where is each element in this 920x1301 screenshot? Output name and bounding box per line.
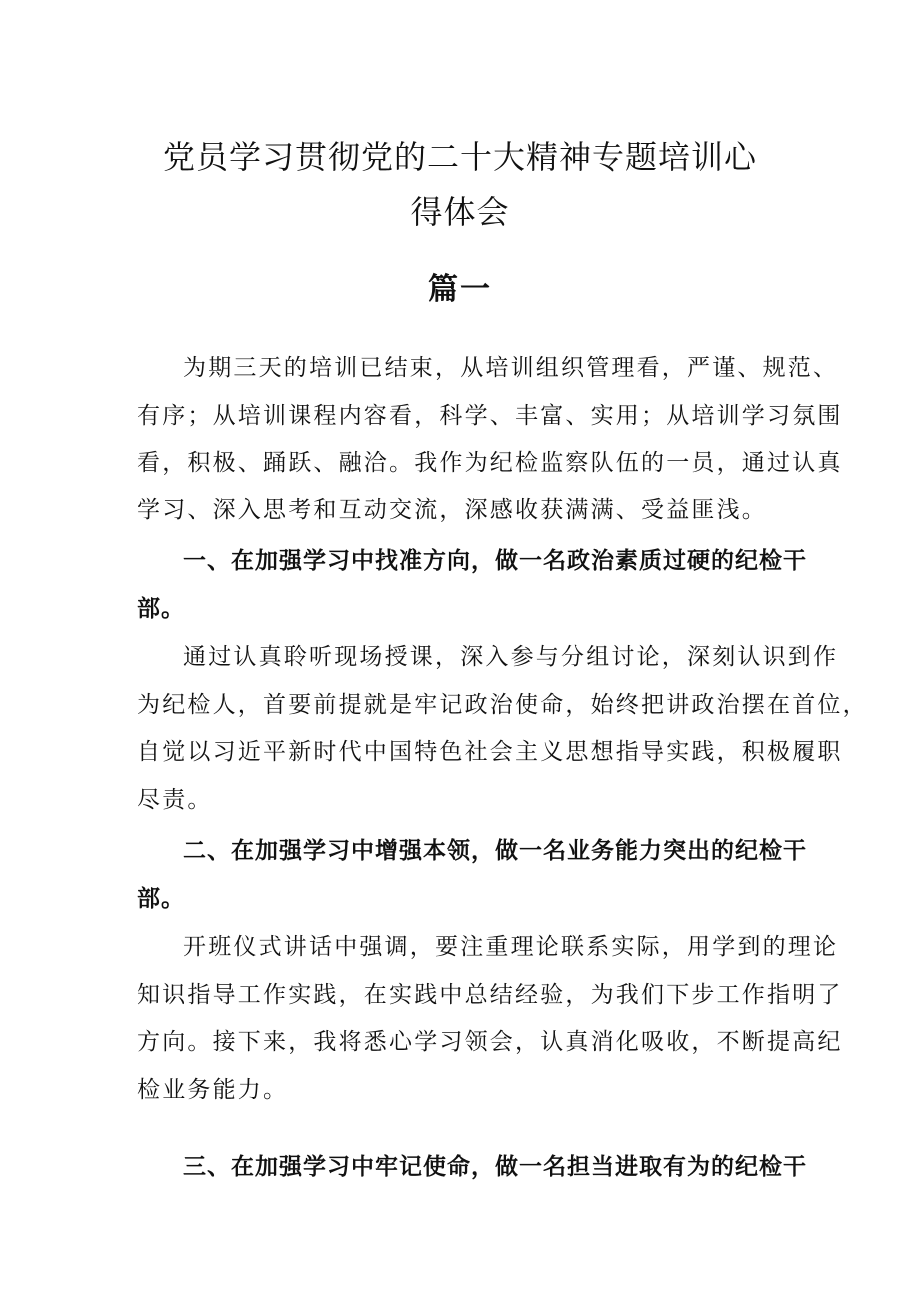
point-1-line: 通过认真聆听现场授课，深入参与分组讨论，深刻认识到作 xyxy=(183,644,839,670)
point-2-heading: 二、在加强学习中增强本领，做一名业务能力突出的纪检干 xyxy=(183,838,807,864)
point-2-heading-cont: 部。 xyxy=(137,886,185,912)
intro-line: 学习、深入思考和互动交流，深感收获满满、受益匪浅。 xyxy=(137,497,767,523)
intro-line: 有序；从培训课程内容看，科学、丰富、实用；从培训学习氛围 xyxy=(137,403,843,429)
point-1-heading: 一、在加强学习中找准方向，做一名政治素质过硬的纪检干 xyxy=(183,548,807,574)
point-2-line: 方向。接下来，我将悉心学习领会，认真消化吸收，不断提高纪 xyxy=(137,1029,843,1055)
point-1-line: 为纪检人，首要前提就是牢记政治使命，始终把讲政治摆在首位， xyxy=(137,692,868,718)
point-1-line: 尽责。 xyxy=(137,787,213,813)
point-2-line: 知识指导工作实践，在实践中总结经验，为我们下步工作指明了 xyxy=(137,982,843,1008)
document-title-line-1: 党员学习贯彻党的二十大精神专题培训心 xyxy=(162,138,757,176)
point-1-line: 自觉以习近平新时代中国特色社会主义思想指导实践，积极履职 xyxy=(137,739,843,765)
intro-line: 为期三天的培训已结束，从培训组织管理看，严谨、规范、 xyxy=(183,355,839,381)
point-2-line: 开班仪式讲话中强调，要注重理论联系实际，用学到的理论 xyxy=(183,934,839,960)
intro-line: 看，积极、踊跃、融洽。我作为纪检监察队伍的一员，通过认真 xyxy=(137,450,843,476)
section-heading: 篇一 xyxy=(428,272,492,307)
point-3-heading: 三、在加强学习中牢记使命，做一名担当进取有为的纪检干 xyxy=(183,1154,807,1180)
point-1-heading-cont: 部。 xyxy=(137,596,185,622)
document-title-line-2: 得体会 xyxy=(410,193,510,231)
point-2-line: 检业务能力。 xyxy=(137,1077,289,1103)
